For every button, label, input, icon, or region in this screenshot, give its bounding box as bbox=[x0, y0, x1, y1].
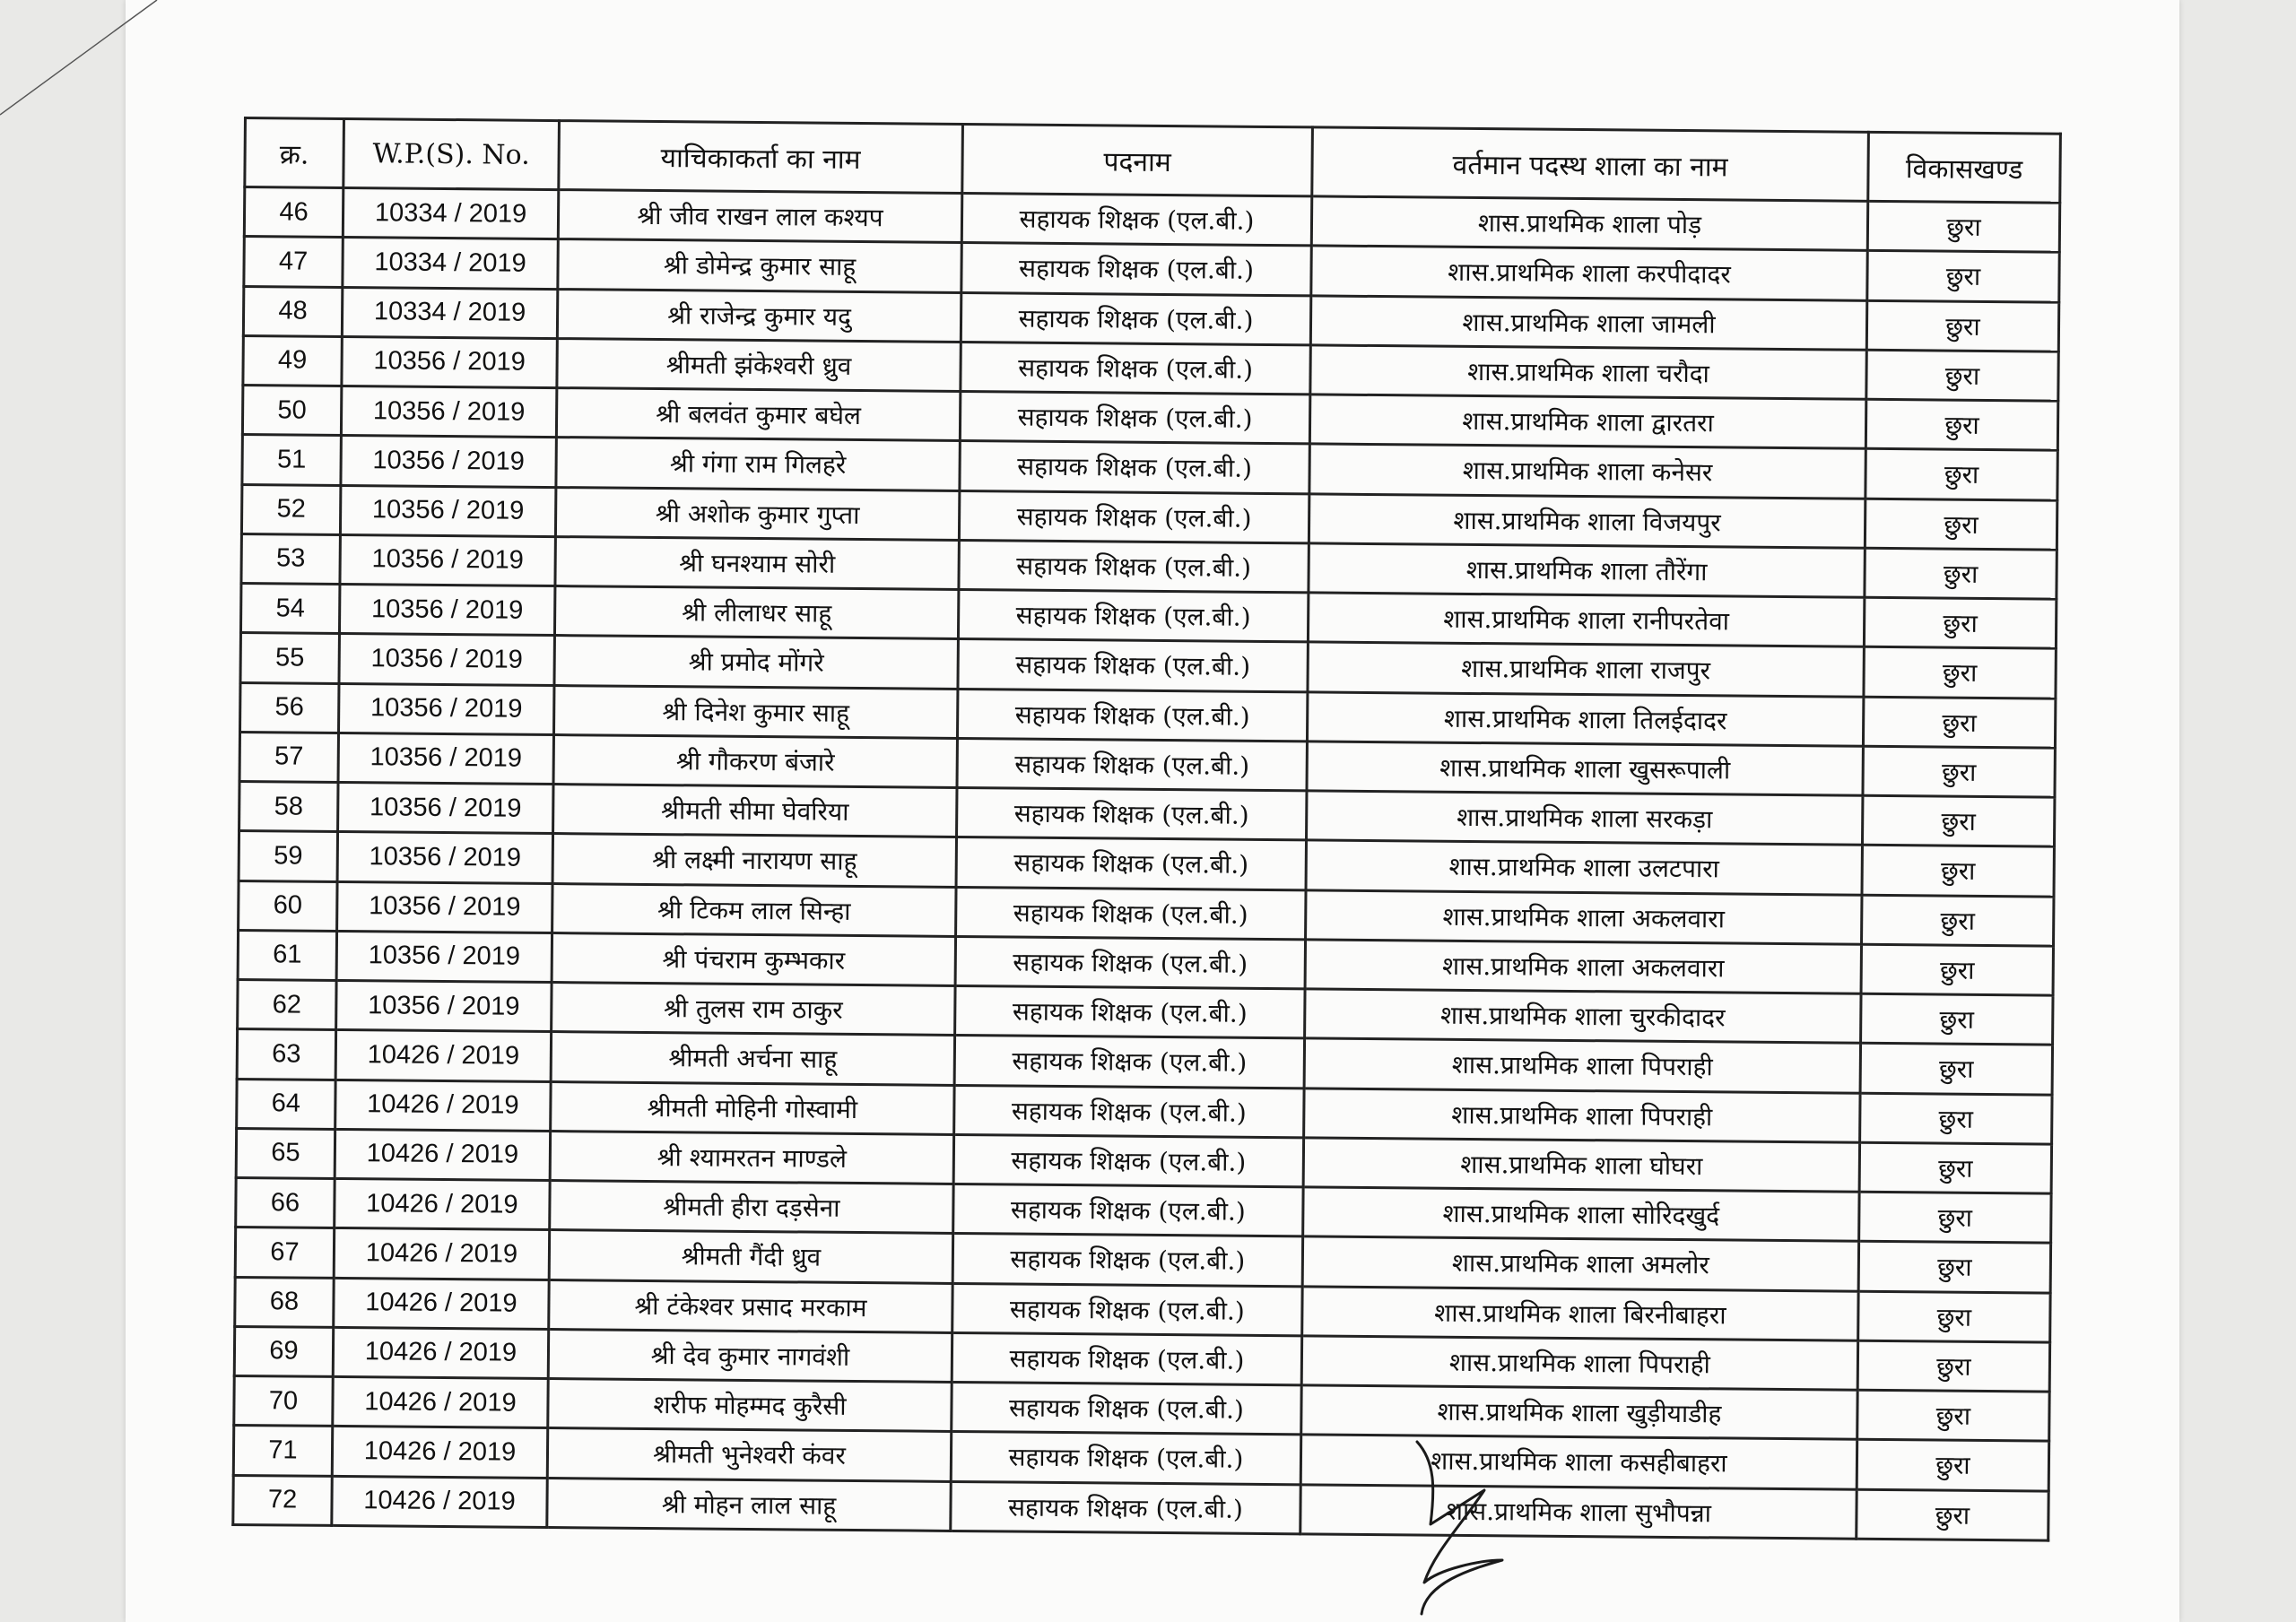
serial-cell: 65 bbox=[236, 1128, 335, 1178]
designation-cell: सहायक शिक्षक (एल.बी.) bbox=[954, 1085, 1304, 1138]
serial-cell: 58 bbox=[239, 781, 338, 831]
block-cell: छुरा bbox=[1857, 1440, 2048, 1491]
petitioner-name-cell: श्रीमती सीमा घेवरिया bbox=[553, 785, 957, 837]
designation-cell: सहायक शिक्षक (एल.बी.) bbox=[961, 292, 1310, 345]
wp-number-cell: 10426 / 2019 bbox=[334, 1228, 549, 1279]
petitioner-name-cell: शरीफ मोहम्मद कुरैसी bbox=[548, 1379, 952, 1432]
block-cell: छुरा bbox=[1858, 1291, 2050, 1342]
designation-cell: सहायक शिक्षक (एल.बी.) bbox=[960, 391, 1309, 444]
wp-number-cell: 10426 / 2019 bbox=[335, 1080, 551, 1131]
school-name-cell: शास.प्राथमिक शाला खुड़ीयाडीह bbox=[1301, 1385, 1857, 1440]
serial-cell: 54 bbox=[240, 583, 339, 633]
serial-cell: 48 bbox=[243, 286, 342, 336]
wp-number-cell: 10356 / 2019 bbox=[338, 782, 553, 833]
serial-cell: 53 bbox=[241, 533, 340, 584]
wp-number-cell: 10356 / 2019 bbox=[340, 534, 555, 585]
school-name-cell: शास.प्राथमिक शाला पिपराही bbox=[1301, 1336, 1857, 1391]
signature-mark bbox=[1399, 1426, 1507, 1618]
wp-number-cell: 10426 / 2019 bbox=[333, 1376, 548, 1427]
designation-cell: सहायक शिक्षक (एल.बी.) bbox=[952, 1234, 1302, 1287]
block-cell: छुरा bbox=[1861, 944, 2053, 995]
header-wp-number: W.P.(S). No. bbox=[344, 118, 560, 189]
school-name-cell: शास.प्राथमिक शाला विजयपुर bbox=[1309, 493, 1865, 548]
header-designation: पदनाम bbox=[962, 124, 1313, 195]
petitioner-name-cell: श्री गौकरण बंजारे bbox=[553, 734, 957, 787]
designation-cell: सहायक शिक्षक (एल.बी.) bbox=[951, 1481, 1300, 1534]
wp-number-cell: 10356 / 2019 bbox=[341, 386, 556, 437]
school-name-cell: शास.प्राथमिक शाला सरकड़ा bbox=[1307, 791, 1863, 846]
petitioner-name-cell: श्री दिनेश कुमार साहू bbox=[553, 685, 957, 738]
wp-number-cell: 10356 / 2019 bbox=[340, 485, 555, 536]
serial-cell: 59 bbox=[239, 831, 337, 881]
petitioner-name-cell: श्रीमती हीरा दड़सेना bbox=[550, 1181, 953, 1234]
block-cell: छुरा bbox=[1866, 399, 2057, 450]
petitioner-name-cell: श्री टिकम लाल सिन्हा bbox=[552, 883, 956, 936]
school-name-cell: शास.प्राथमिक शाला जामली bbox=[1310, 295, 1866, 350]
petitioner-name-cell: श्री प्रमोद मोंगरे bbox=[554, 636, 958, 689]
petitioner-name-cell: श्री पंचराम कुम्भकार bbox=[552, 932, 955, 985]
block-cell: छुरा bbox=[1862, 846, 2054, 897]
petitioner-name-cell: श्री लक्ष्मी नारायण साहू bbox=[552, 834, 956, 887]
school-name-cell: शास.प्राथमिक शाला कसहीबाहरा bbox=[1300, 1435, 1857, 1489]
petitioner-name-cell: श्री जीव राखन लाल कश्यप bbox=[558, 190, 961, 243]
block-cell: छुरा bbox=[1867, 201, 2059, 252]
designation-cell: सहायक शिक्षक (एल.बी.) bbox=[956, 837, 1306, 890]
designation-cell: सहायक शिक्षक (एल.बी.) bbox=[955, 936, 1305, 989]
school-name-cell: शास.प्राथमिक शाला बिरनीबाहरा bbox=[1302, 1286, 1858, 1340]
designation-cell: सहायक शिक्षक (एल.बी.) bbox=[959, 490, 1309, 543]
serial-cell: 56 bbox=[240, 682, 339, 733]
petitioner-name-cell: श्री श्यामरतन माण्डले bbox=[550, 1131, 953, 1184]
block-cell: छुरा bbox=[1866, 300, 2058, 351]
header-serial: क्र. bbox=[245, 118, 344, 188]
wp-number-cell: 10426 / 2019 bbox=[334, 1278, 549, 1329]
block-cell: छुरा bbox=[1862, 795, 2054, 846]
serial-cell: 63 bbox=[237, 1029, 335, 1080]
designation-cell: सहायक शिक्षक (एल.बी.) bbox=[961, 342, 1310, 395]
petitioner-name-cell: श्री अशोक कुमार गुप्ता bbox=[555, 487, 959, 540]
wp-number-cell: 10426 / 2019 bbox=[333, 1327, 548, 1378]
serial-cell: 62 bbox=[238, 979, 336, 1029]
petitioner-name-cell: श्री मोहन लाल साहू bbox=[547, 1478, 951, 1531]
fold-mark bbox=[0, 0, 170, 117]
serial-cell: 61 bbox=[238, 930, 336, 980]
serial-cell: 55 bbox=[240, 633, 339, 683]
school-name-cell: शास.प्राथमिक शाला कनेसर bbox=[1309, 444, 1866, 499]
block-cell: छुरा bbox=[1862, 895, 2054, 946]
wp-number-cell: 10334 / 2019 bbox=[342, 287, 557, 338]
designation-cell: सहायक शिक्षक (एल.बी.) bbox=[955, 985, 1305, 1038]
petitioner-name-cell: श्री गंगा राम गिलहरे bbox=[556, 438, 960, 490]
school-name-cell: शास.प्राथमिक शाला पोड़ bbox=[1311, 196, 1867, 251]
designation-cell: सहायक शिक्षक (एल.बी.) bbox=[957, 689, 1307, 742]
designation-cell: सहायक शिक्षक (एल.बी.) bbox=[961, 243, 1311, 296]
designation-cell: सहायक शिक्षक (एल.बी.) bbox=[952, 1382, 1301, 1435]
block-cell: छुरा bbox=[1861, 993, 2053, 1045]
serial-cell: 52 bbox=[241, 484, 340, 534]
wp-number-cell: 10334 / 2019 bbox=[343, 238, 558, 289]
header-school-name: वर्तमान पदस्थ शाला का नाम bbox=[1312, 127, 1869, 201]
wp-number-cell: 10356 / 2019 bbox=[339, 584, 554, 635]
serial-cell: 46 bbox=[244, 187, 343, 238]
school-name-cell: शास.प्राथमिक शाला रानीपरतेवा bbox=[1308, 593, 1864, 647]
block-cell: छुरा bbox=[1863, 746, 2055, 797]
block-cell: छुरा bbox=[1857, 1489, 2048, 1540]
school-name-cell: शास.प्राथमिक शाला सुभौपन्ना bbox=[1300, 1484, 1857, 1539]
designation-cell: सहायक शिक्षक (एल.बी.) bbox=[951, 1432, 1300, 1485]
school-name-cell: शास.प्राथमिक शाला पिपराही bbox=[1304, 1088, 1860, 1142]
block-cell: छुरा bbox=[1866, 449, 2057, 500]
school-name-cell: शास.प्राथमिक शाला अकलवारा bbox=[1306, 889, 1862, 944]
wp-number-cell: 10426 / 2019 bbox=[332, 1427, 547, 1478]
school-name-cell: शास.प्राथमिक शाला राजपुर bbox=[1308, 642, 1864, 697]
designation-cell: सहायक शिक्षक (एल.बी.) bbox=[961, 193, 1311, 246]
wp-number-cell: 10356 / 2019 bbox=[336, 931, 552, 982]
petitioner-name-cell: श्रीमती अर्चना साहू bbox=[551, 1032, 954, 1085]
block-cell: छुरा bbox=[1860, 1044, 2052, 1095]
petitioner-name-cell: श्री घनश्याम सोरी bbox=[555, 536, 959, 589]
wp-number-cell: 10356 / 2019 bbox=[337, 832, 552, 883]
designation-cell: सहायक शिक्षक (एल.बी.) bbox=[958, 639, 1308, 692]
serial-cell: 70 bbox=[234, 1375, 333, 1426]
petitioner-name-cell: श्री टंकेश्वर प्रसाद मरकाम bbox=[549, 1279, 952, 1332]
serial-cell: 57 bbox=[239, 732, 338, 782]
header-block: विकासखण्ड bbox=[1868, 132, 2061, 203]
wp-number-cell: 10334 / 2019 bbox=[343, 187, 558, 239]
school-name-cell: शास.प्राथमिक शाला चुरकीदादर bbox=[1305, 989, 1861, 1044]
designation-cell: सहायक शिक्षक (एल.बी.) bbox=[956, 887, 1306, 940]
designation-cell: सहायक शिक्षक (एल.बी.) bbox=[960, 441, 1309, 494]
designation-cell: सहायक शिक्षक (एल.बी.) bbox=[952, 1283, 1302, 1336]
petitioner-name-cell: श्री डोमेन्द्र कुमार साहू bbox=[558, 239, 961, 292]
block-cell: छुरा bbox=[1858, 1242, 2050, 1293]
school-name-cell: शास.प्राथमिक शाला तिलईदादर bbox=[1307, 691, 1863, 746]
petitioner-table bbox=[231, 117, 2062, 1542]
petitioner-name-cell: श्रीमती झंकेश्वरी ध्रुव bbox=[557, 338, 961, 391]
designation-cell: सहायक शिक्षक (एल.बी.) bbox=[953, 1184, 1303, 1236]
block-cell: छुरा bbox=[1859, 1142, 2051, 1193]
serial-cell: 50 bbox=[242, 386, 341, 436]
serial-cell: 51 bbox=[242, 435, 341, 485]
petitioner-name-cell: श्री देव कुमार नागवंशी bbox=[548, 1329, 952, 1382]
wp-number-cell: 10356 / 2019 bbox=[337, 881, 552, 932]
block-cell: छुरा bbox=[1867, 251, 2059, 302]
designation-cell: सहायक शिक्षक (एल.बी.) bbox=[957, 787, 1307, 840]
wp-number-cell: 10426 / 2019 bbox=[332, 1476, 547, 1528]
school-name-cell: शास.प्राथमिक शाला खुसरूपाली bbox=[1307, 742, 1863, 796]
block-cell: छुरा bbox=[1859, 1192, 2051, 1243]
block-cell: छुरा bbox=[1860, 1093, 2052, 1144]
wp-number-cell: 10426 / 2019 bbox=[335, 1030, 551, 1081]
school-name-cell: शास.प्राथमिक शाला पिपराही bbox=[1304, 1038, 1860, 1093]
block-cell: छुरा bbox=[1864, 597, 2056, 648]
serial-cell: 69 bbox=[234, 1326, 333, 1376]
header-petitioner-name: याचिकाकर्ता का नाम bbox=[559, 121, 963, 194]
petitioner-name-cell: श्री राजेन्द्र कुमार यदु bbox=[557, 289, 961, 342]
serial-cell: 72 bbox=[233, 1475, 332, 1525]
designation-cell: सहायक शिक्षक (एल.बी.) bbox=[957, 738, 1307, 791]
school-name-cell: शास.प्राथमिक शाला सोरिदखुर्द bbox=[1303, 1187, 1859, 1242]
petitioner-name-cell: श्रीमती गैंदी ध्रुव bbox=[549, 1230, 952, 1283]
serial-cell: 66 bbox=[236, 1177, 335, 1227]
serial-cell: 47 bbox=[244, 237, 343, 287]
block-cell: छुरा bbox=[1863, 697, 2055, 748]
school-name-cell: शास.प्राथमिक शाला द्वारतरा bbox=[1309, 395, 1866, 449]
block-cell: छुरा bbox=[1865, 548, 2057, 599]
wp-number-cell: 10356 / 2019 bbox=[339, 683, 554, 734]
block-cell: छुरा bbox=[1864, 647, 2056, 698]
wp-number-cell: 10356 / 2019 bbox=[338, 733, 553, 784]
school-name-cell: शास.प्राथमिक शाला करपीदादर bbox=[1311, 246, 1867, 300]
school-name-cell: शास.प्राथमिक शाला चरौदा bbox=[1310, 345, 1866, 400]
school-name-cell: शास.प्राथमिक शाला तौरेंगा bbox=[1309, 543, 1865, 598]
serial-cell: 71 bbox=[233, 1426, 332, 1476]
designation-cell: सहायक शिक्षक (एल.बी.) bbox=[954, 1036, 1304, 1089]
wp-number-cell: 10426 / 2019 bbox=[335, 1178, 550, 1229]
petitioner-name-cell: श्रीमती मोहिनी गोस्वामी bbox=[551, 1081, 954, 1134]
designation-cell: सहायक शिक्षक (एल.बी.) bbox=[953, 1134, 1303, 1187]
school-name-cell: शास.प्राथमिक शाला अकलवारा bbox=[1305, 940, 1861, 994]
block-cell: छुरा bbox=[1866, 350, 2058, 401]
wp-number-cell: 10356 / 2019 bbox=[341, 436, 556, 487]
petitioner-name-cell: श्री तुलस राम ठाकुर bbox=[552, 983, 955, 1036]
petitioner-name-cell: श्रीमती भुनेश्वरी कंवर bbox=[547, 1428, 951, 1481]
designation-cell: सहायक शिक्षक (एल.बी.) bbox=[952, 1332, 1301, 1385]
serial-cell: 60 bbox=[239, 880, 337, 931]
wp-number-cell: 10356 / 2019 bbox=[336, 980, 552, 1031]
wp-number-cell: 10426 / 2019 bbox=[335, 1129, 550, 1180]
school-name-cell: शास.प्राथमिक शाला घोघरा bbox=[1303, 1138, 1859, 1193]
serial-cell: 68 bbox=[235, 1277, 334, 1327]
school-name-cell: शास.प्राथमिक शाला उलटपारा bbox=[1306, 840, 1862, 895]
serial-cell: 64 bbox=[237, 1079, 335, 1129]
designation-cell: सहायक शिक्षक (एल.बी.) bbox=[959, 540, 1309, 593]
petitioner-name-cell: श्री बलवंत कुमार बघेल bbox=[556, 388, 960, 441]
serial-cell: 49 bbox=[243, 335, 342, 386]
school-name-cell: शास.प्राथमिक शाला अमलोर bbox=[1302, 1236, 1858, 1291]
wp-number-cell: 10356 / 2019 bbox=[339, 634, 554, 685]
wp-number-cell: 10356 / 2019 bbox=[342, 336, 557, 387]
designation-cell: सहायक शिक्षक (एल.बी.) bbox=[958, 589, 1308, 642]
block-cell: छुरा bbox=[1865, 499, 2057, 550]
petitioner-name-cell: श्री लीलाधर साहू bbox=[554, 586, 958, 639]
serial-cell: 67 bbox=[235, 1227, 334, 1278]
block-cell: छुरा bbox=[1857, 1340, 2049, 1392]
block-cell: छुरा bbox=[1857, 1390, 2049, 1441]
